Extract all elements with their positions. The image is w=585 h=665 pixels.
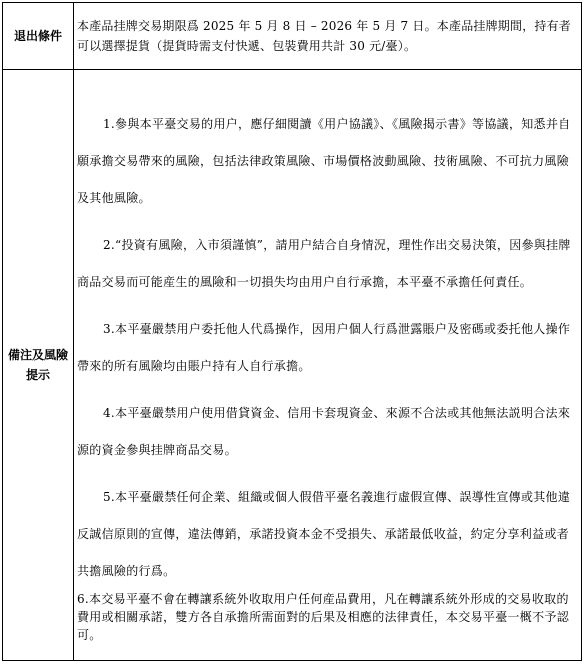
risk-notice-label bbox=[3, 70, 74, 661]
risk-notice-list bbox=[74, 80, 581, 650]
exit-conditions-label: 退出條件 bbox=[3, 3, 74, 70]
exit-conditions-row bbox=[3, 3, 582, 70]
risk-notice-label-line2: 提示 bbox=[25, 368, 50, 382]
exit-conditions-text: 本產品挂牌交易期限爲 2025 年 5 月 8 日 – 2026 年 5 月 7 日。本產品挂牌期間，持有者可以選擇提貨（提貨時需支付快遞、包裝費用共計 30 元/臺）。 bbox=[77, 19, 572, 53]
product-info-table bbox=[2, 2, 582, 661]
risk-item-1: 1.參與本平臺交易的用户，應仔細閱讀《用户協議》、《風險揭示書》等協議，知悉并自願承擔交易帶來的風險，包括法律政策風險、市場價格波動風險、技術風險、不可抗力風險及其他風險。 bbox=[77, 117, 571, 205]
risk-item-3: 3.本平臺嚴禁用户委托他人代爲操作，因用户個人行爲泄露賬户及密碼或委托他人操作帶來的所有風險均由賬户持有人自行承擔。 bbox=[77, 322, 571, 373]
risk-item-4: 4.本平臺嚴禁用户使用借貸資金、信用卡套現資金、來源不合法或其他無法説明合法來源的資金參與挂牌商品交易。 bbox=[77, 406, 571, 457]
risk-notice-cell bbox=[74, 70, 582, 661]
risk-notice-row bbox=[3, 70, 582, 661]
risk-item-5: 5.本平臺嚴禁任何企業、組織或個人假借平臺名義進行虛假宣傳、誤導性宣傳或其他違反誠信原則的宣傳，違法傳銷，承諾投資本金不受損失、承諾最低收益，約定分享利益或者共擔風險的行爲。 bbox=[77, 490, 571, 578]
risk-item-6: 6.本交易平臺不會在轉讓系統外收取用户任何産品費用，凡在轉讓系統外形成的交易收取的費用或相關承諾，雙方各自承擔所需面對的后果及相應的法律責任，本交易平臺一概不予認可。 bbox=[77, 592, 570, 642]
risk-notice-label-line1: 備注及風險 bbox=[7, 348, 68, 362]
risk-item-2: 2.“投資有風險，入市須謹慎”，請用户結合自身情況，理性作出交易決策，因參與挂牌商品交易而可能産生的風險和一切損失均由用户自行承擔，本平臺不承擔任何責任。 bbox=[77, 238, 571, 289]
exit-conditions-cell bbox=[74, 3, 582, 70]
